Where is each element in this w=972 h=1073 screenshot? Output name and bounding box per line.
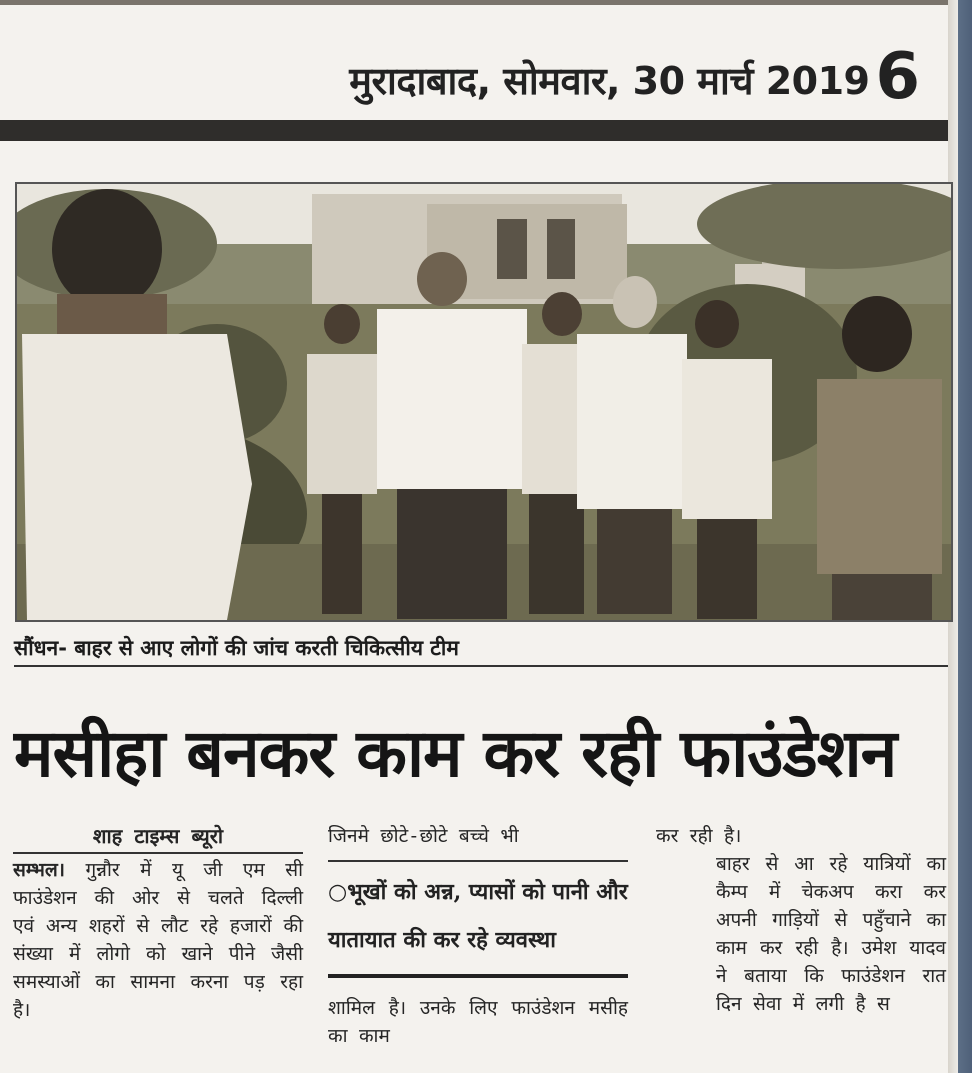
news-photo: [15, 182, 953, 622]
article-column-3: [656, 822, 946, 1018]
column-1-text: [13, 856, 303, 1024]
column-2-top: जिनमे छोटे-छोटे बच्चे भी: [328, 825, 519, 847]
dateline: [349, 40, 920, 114]
article-headline: मसीहा बनकर काम कर रही फाउंडेशन: [14, 715, 897, 792]
article-column-2: [328, 822, 628, 850]
byline: शाह टाइम्स ब्यूरो: [13, 822, 303, 854]
pull-quote: [328, 860, 628, 978]
photo-caption: सौंधन- बाहर से आए लोगों की जांच करती चिकित्सीय टीम: [14, 636, 459, 660]
pull-quote-text: ○भूखों को अन्न, प्यासों को पानी और यातायात की कर रहे व्यवस्था: [328, 879, 628, 953]
photo-illustration: [17, 184, 951, 620]
caption-rule: [14, 665, 948, 667]
column-3-text: बाहर से आ रहे यात्रियों का कैम्प में चेकअप करा कर अपनी गाड़ियों से पहुँचाने का काम कर रही है। उमेश यादव ने बताया कि फाउंडेशन रात दिन सेवा में लगी है स: [716, 853, 946, 1015]
column-2-bottom-text: शामिल है। उनके लिए फाउंडेशन मसीह का काम: [328, 997, 628, 1047]
column-3-first: कर रही है।: [656, 825, 742, 847]
top-rule: [0, 0, 948, 5]
article-column-2-bottom: [328, 994, 628, 1050]
column-1-body: गुन्नौर में यू जी एम सी फाउंडेशन की ओर से चलते दिल्ली एवं अन्य शहरों से लौट रहे हजारों की संख्या में लोगो को खाने पीने जैसी समस्याओं का सामना करना पड़ रहा है।: [13, 859, 303, 1021]
place-dateline: सम्भल।: [13, 859, 65, 881]
header-bar: [0, 120, 948, 141]
article-column-1: [13, 822, 303, 1024]
page-edge-strip: [958, 0, 972, 1073]
date-place: मुरादाबाद, सोमवार, 30 मार्च 2019: [349, 59, 870, 103]
page-number: 6: [875, 40, 920, 114]
